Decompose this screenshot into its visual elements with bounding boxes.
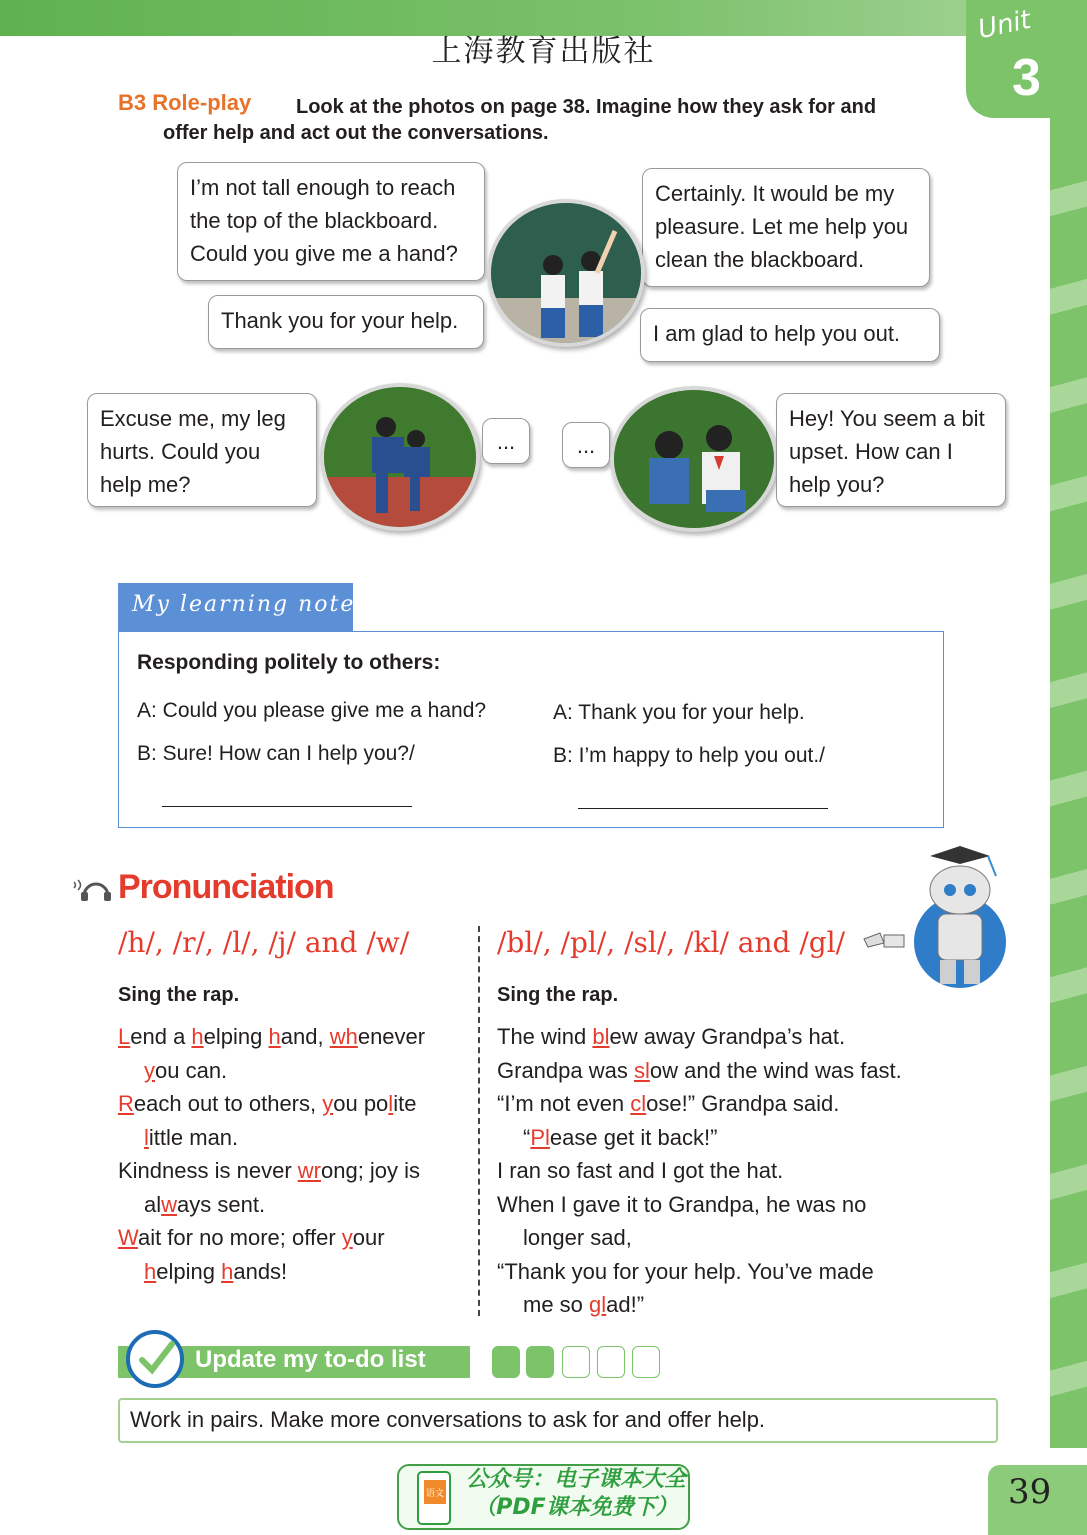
bubble-line: Hey! You seem a bit	[789, 406, 985, 431]
book-icon	[412, 1470, 456, 1526]
wechat-text	[466, 1466, 686, 1522]
b3-label: B3 Role-play	[118, 90, 252, 115]
bubble-line: the top of the blackboard.	[190, 208, 439, 233]
photo-leg-hurts	[320, 383, 480, 531]
rap-left	[118, 1020, 463, 1288]
todo-label: Update my to-do list	[195, 1346, 426, 1373]
todo-task: Work in pairs. Make more conversations to ask for and offer help.	[118, 1398, 998, 1443]
headphones-icon	[70, 872, 114, 907]
photo-upset	[610, 386, 778, 532]
sitting-students-scene-icon	[614, 390, 774, 528]
speech-bubble-tall	[177, 162, 485, 281]
rap-line: “I’m not even close!” Grandpa said.	[497, 1091, 840, 1116]
rap-line: The wind blew away Grandpa’s hat.	[497, 1024, 846, 1049]
rap-line: little man.	[144, 1124, 239, 1150]
photo-blackboard	[487, 199, 645, 347]
speech-bubble-excuse	[87, 393, 317, 507]
rap-line: “Thank you for your help. You’ve made	[497, 1258, 874, 1284]
rap-line: “Please get it back!”	[523, 1124, 718, 1150]
publisher-name: 上海教育出版社	[431, 34, 656, 69]
rap-line: I ran so fast and I got the hat.	[497, 1158, 784, 1183]
rap-line: Lend a helping hand, whenever	[118, 1024, 426, 1049]
notes-heading: Responding politely to others:	[137, 651, 441, 674]
bubble-line: hurts. Could you	[100, 439, 261, 464]
side-decoration-strip	[1050, 118, 1087, 1448]
robot-mascot-icon	[900, 842, 1010, 997]
book-icon-text: 语文	[425, 1489, 444, 1499]
checkmark-icon	[126, 1330, 184, 1388]
speech-bubble-thank	[208, 295, 484, 349]
phonemes-left: /h/, /r/, /l/, /j/ and /w/	[118, 926, 410, 959]
rap-line: me so glad!”	[523, 1292, 645, 1317]
rap-line: longer sad,	[523, 1225, 632, 1250]
speech-bubble-hey	[776, 393, 1006, 507]
speech-bubble-ellipsis-left	[482, 418, 530, 464]
bubble-line: help me?	[100, 472, 191, 497]
b3-instruction-line1: Look at the photos on page 38. Imagine how they ask for and	[296, 96, 877, 118]
answer-blank-right[interactable]	[578, 808, 828, 809]
notes-right-b: B: I’m happy to help you out./	[553, 744, 825, 767]
progress-box-filled	[526, 1346, 554, 1378]
bubble-line: ...	[496, 429, 516, 454]
page-number: 39	[1008, 1472, 1052, 1512]
progress-box-filled	[492, 1346, 520, 1378]
wechat-line2: （PDF课本免费下）	[474, 1495, 678, 1520]
rap-line: helping hands!	[144, 1258, 288, 1284]
speech-bubble-ellipsis-right	[562, 422, 610, 468]
phonemes-right: /bl/, /pl/, /sl/, /kl/ and /gl/	[497, 926, 846, 959]
bubble-line: Certainly. It would be my	[655, 181, 895, 206]
rap-line: Wait for no more; offer your	[118, 1225, 385, 1250]
progress-box-empty	[632, 1346, 660, 1378]
rap-line: Kindness is never wrong; joy is	[118, 1158, 421, 1183]
bubble-line: Could you give me a hand?	[190, 241, 458, 266]
pronunciation-title: Pronunciation	[118, 868, 334, 906]
progress-box-empty	[562, 1346, 590, 1378]
progress-box-empty	[597, 1346, 625, 1378]
bubble-line: I am glad to help you out.	[653, 321, 901, 346]
wechat-line1: 公众号：电子课本大全	[466, 1467, 687, 1492]
notes-left-a: A: Could you please give me a hand?	[137, 699, 487, 722]
rap-line: always sent.	[144, 1191, 266, 1217]
bubble-line: help you?	[789, 472, 885, 497]
b3-instruction-line2: offer help and act out the conversations.	[163, 122, 549, 144]
rap-line: Grandpa was slow and the wind was fast.	[497, 1057, 902, 1083]
sing-rap-right: Sing the rap.	[497, 984, 619, 1006]
bubble-line: ...	[576, 433, 596, 458]
notes-right-a: A: Thank you for your help.	[553, 701, 805, 724]
bubble-line: Thank you for your help.	[221, 308, 459, 333]
blackboard-scene-icon	[491, 203, 641, 343]
sing-rap-left: Sing the rap.	[118, 984, 240, 1006]
rap-right	[497, 1020, 947, 1322]
rap-line: you can.	[144, 1057, 228, 1083]
speech-bubble-certainly	[642, 168, 930, 287]
unit-label: Unit	[975, 4, 1034, 46]
bubble-line: I’m not tall enough to reach	[190, 175, 456, 200]
running-track-scene-icon	[324, 387, 476, 527]
bubble-line: pleasure. Let me help you	[655, 214, 909, 239]
unit-number: 3	[1012, 49, 1041, 107]
column-divider	[478, 926, 480, 1316]
notes-left-b: B: Sure! How can I help you?/	[137, 742, 415, 765]
bubble-line: Excuse me, my leg	[100, 406, 286, 431]
answer-blank-left[interactable]	[162, 806, 412, 807]
rap-line: Reach out to others, you polite	[118, 1091, 417, 1116]
rap-line: When I gave it to Grandpa, he was no	[497, 1191, 867, 1217]
bubble-line: upset. How can I	[789, 439, 953, 464]
speech-bubble-glad	[640, 308, 940, 362]
robot-hand-icon	[862, 925, 906, 958]
bubble-line: clean the blackboard.	[655, 247, 865, 272]
notes-title: My learning notes	[132, 592, 369, 617]
